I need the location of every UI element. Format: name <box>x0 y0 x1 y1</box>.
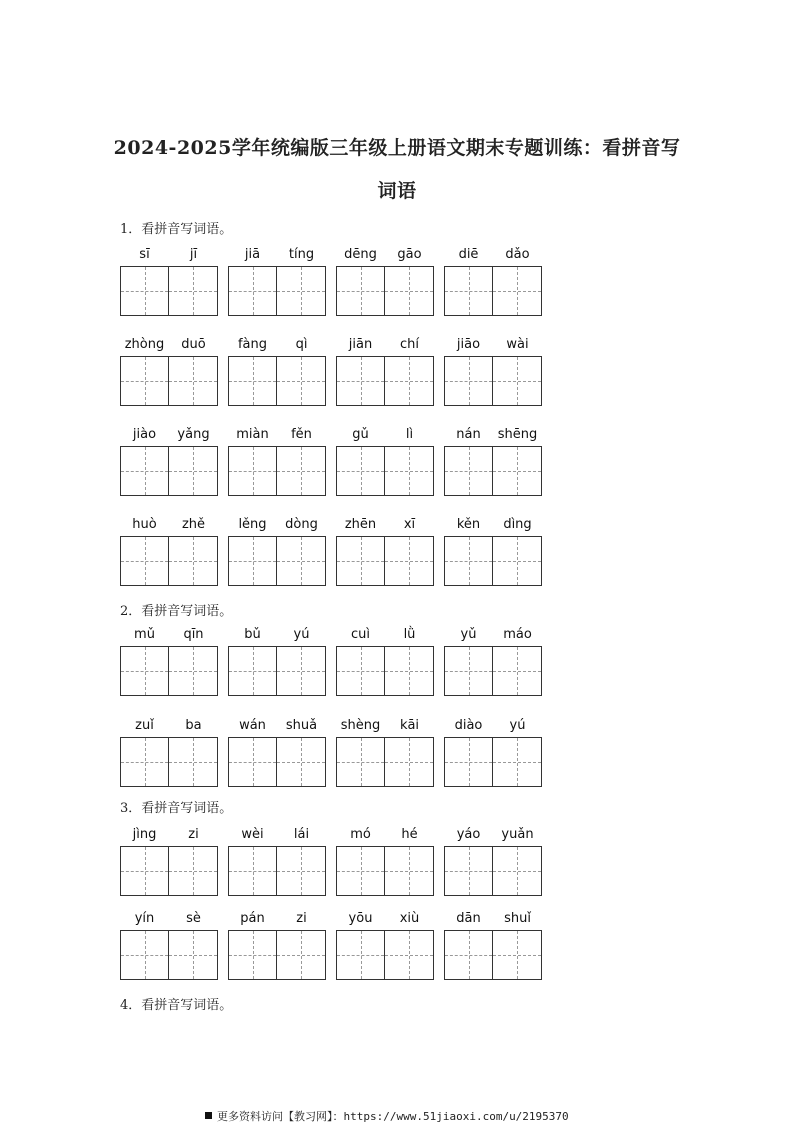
pinyin-syllable: cuì <box>351 627 370 642</box>
writing-cell[interactable] <box>121 931 169 979</box>
question-label: 1．看拼音写词语。 <box>120 222 233 237</box>
pinyin-word <box>120 627 218 701</box>
pinyin-word <box>336 911 434 985</box>
question-label: 3．看拼音写词语。 <box>120 801 233 816</box>
writing-cell[interactable] <box>445 847 493 895</box>
tianzige-writing-grid[interactable] <box>228 446 326 496</box>
pinyin-word <box>120 247 218 321</box>
pinyin-syllable: zhēn <box>344 517 377 532</box>
tianzige-writing-grid[interactable] <box>120 846 218 896</box>
pinyin-syllable: duō <box>181 337 206 352</box>
writing-cell[interactable] <box>229 647 277 695</box>
tianzige-writing-grid[interactable] <box>228 846 326 896</box>
tianzige-writing-grid[interactable] <box>120 536 218 586</box>
tianzige-writing-grid[interactable] <box>444 266 542 316</box>
pinyin-syllable: dēng <box>344 247 377 262</box>
writing-cell[interactable] <box>229 537 277 585</box>
pinyin-syllable: diào <box>454 718 483 733</box>
pinyin-syllable: jiā <box>244 247 261 262</box>
pinyin-word <box>336 337 434 411</box>
tianzige-writing-grid[interactable] <box>444 737 542 787</box>
pinyin-word <box>444 627 542 701</box>
pinyin-syllable: mó <box>350 827 371 842</box>
writing-cell[interactable] <box>337 647 385 695</box>
writing-cell[interactable] <box>445 267 493 315</box>
writing-cell[interactable] <box>493 447 541 495</box>
writing-cell[interactable] <box>121 847 169 895</box>
pinyin-syllable: zi <box>188 827 199 842</box>
writing-cell[interactable] <box>121 738 169 786</box>
pinyin-syllable: lái <box>293 827 310 842</box>
writing-cell[interactable] <box>337 357 385 405</box>
pinyin-syllable: dòng <box>285 517 318 532</box>
writing-cell[interactable] <box>277 847 325 895</box>
footer-link[interactable] <box>205 1108 569 1124</box>
pinyin-syllable: hé <box>401 827 418 842</box>
worksheet-title-line-1: 2024-2025学年统编版三年级上册语文期末专题训练：看拼音写 <box>113 137 681 159</box>
writing-cell[interactable] <box>277 537 325 585</box>
tianzige-writing-grid[interactable] <box>444 646 542 696</box>
tianzige-writing-grid[interactable] <box>120 266 218 316</box>
pinyin-syllable: wài <box>506 337 529 352</box>
pinyin-word <box>228 427 326 501</box>
writing-cell[interactable] <box>229 738 277 786</box>
writing-cell[interactable] <box>169 357 217 405</box>
writing-cell[interactable] <box>445 537 493 585</box>
tianzige-writing-grid[interactable] <box>228 646 326 696</box>
tianzige-writing-grid[interactable] <box>336 846 434 896</box>
writing-cell[interactable] <box>229 267 277 315</box>
pinyin-word <box>444 337 542 411</box>
writing-cell[interactable] <box>121 447 169 495</box>
pinyin-word <box>228 911 326 985</box>
pinyin-syllable: jī <box>189 247 198 262</box>
pinyin-word <box>444 427 542 501</box>
pinyin-word <box>120 517 218 591</box>
writing-cell[interactable] <box>493 357 541 405</box>
writing-cell[interactable] <box>445 738 493 786</box>
pinyin-syllable: shēng <box>497 427 538 442</box>
writing-cell[interactable] <box>337 447 385 495</box>
pinyin-syllable: yǔ <box>460 627 477 642</box>
writing-cell[interactable] <box>385 738 433 786</box>
writing-cell[interactable] <box>337 931 385 979</box>
pinyin-syllable: yín <box>134 911 155 926</box>
tianzige-writing-grid[interactable] <box>228 930 326 980</box>
writing-cell[interactable] <box>169 647 217 695</box>
pinyin-syllable: jiào <box>132 427 157 442</box>
worksheet-title-line-2: 词语 <box>377 180 417 202</box>
footer-text: 更多资料访问【教习网】：https://www.51jiaoxi.com/u/2195370 <box>217 1110 569 1123</box>
pinyin-word <box>228 827 326 901</box>
pinyin-syllable: yú <box>509 718 526 733</box>
writing-cell[interactable] <box>493 847 541 895</box>
pinyin-word <box>120 827 218 901</box>
question-label: 4．看拼音写词语。 <box>120 998 233 1013</box>
pinyin-syllable: zi <box>296 911 307 926</box>
pinyin-word <box>444 517 542 591</box>
writing-cell[interactable] <box>385 847 433 895</box>
tianzige-writing-grid[interactable] <box>336 646 434 696</box>
pinyin-word <box>444 718 542 792</box>
pinyin-syllable: yǎng <box>177 427 210 442</box>
pinyin-syllable: kěn <box>456 517 481 532</box>
pinyin-syllable: chí <box>400 337 419 352</box>
writing-cell[interactable] <box>337 738 385 786</box>
writing-cell[interactable] <box>385 447 433 495</box>
pinyin-word <box>228 247 326 321</box>
pinyin-syllable: jiāo <box>456 337 481 352</box>
question-label: 2．看拼音写词语。 <box>120 604 233 619</box>
writing-cell[interactable] <box>493 647 541 695</box>
pinyin-syllable: sè <box>186 911 201 926</box>
writing-cell[interactable] <box>277 357 325 405</box>
pinyin-syllable: shuǎ <box>285 718 318 733</box>
tianzige-writing-grid[interactable] <box>228 266 326 316</box>
pinyin-word <box>336 827 434 901</box>
writing-cell[interactable] <box>229 847 277 895</box>
pinyin-word <box>336 247 434 321</box>
writing-cell[interactable] <box>121 647 169 695</box>
pinyin-syllable: lǜ <box>403 627 416 642</box>
pinyin-syllable: dǎo <box>505 247 530 262</box>
tianzige-writing-grid[interactable] <box>444 846 542 896</box>
writing-cell[interactable] <box>337 537 385 585</box>
pinyin-syllable: fěn <box>291 427 312 442</box>
writing-cell[interactable] <box>121 267 169 315</box>
tianzige-writing-grid[interactable] <box>336 446 434 496</box>
pinyin-syllable: tíng <box>288 247 315 262</box>
pinyin-syllable: nán <box>456 427 481 442</box>
writing-cell[interactable] <box>229 447 277 495</box>
pinyin-word <box>444 911 542 985</box>
writing-cell[interactable] <box>445 647 493 695</box>
flag-icon <box>205 1112 212 1119</box>
pinyin-syllable: dān <box>456 911 481 926</box>
pinyin-syllable: shèng <box>340 718 381 733</box>
pinyin-syllable: ba <box>185 718 202 733</box>
writing-cell[interactable] <box>493 267 541 315</box>
writing-cell[interactable] <box>229 357 277 405</box>
pinyin-syllable: yōu <box>348 911 373 926</box>
pinyin-word <box>336 718 434 792</box>
pinyin-syllable: yáo <box>456 827 481 842</box>
pinyin-syllable: zuǐ <box>135 718 154 733</box>
pinyin-syllable: qīn <box>183 627 204 642</box>
writing-cell[interactable] <box>445 357 493 405</box>
pinyin-syllable: sī <box>139 247 150 262</box>
tianzige-writing-grid[interactable] <box>336 737 434 787</box>
writing-cell[interactable] <box>121 537 169 585</box>
pinyin-word <box>336 427 434 501</box>
tianzige-writing-grid[interactable] <box>336 536 434 586</box>
pinyin-syllable: dìng <box>503 517 532 532</box>
tianzige-writing-grid[interactable] <box>228 356 326 406</box>
writing-cell[interactable] <box>121 357 169 405</box>
writing-cell[interactable] <box>169 847 217 895</box>
tianzige-writing-grid[interactable] <box>120 930 218 980</box>
pinyin-syllable: yuǎn <box>501 827 534 842</box>
writing-cell[interactable] <box>169 267 217 315</box>
tianzige-writing-grid[interactable] <box>120 737 218 787</box>
pinyin-syllable: lěng <box>238 517 267 532</box>
pinyin-syllable: wán <box>239 718 266 733</box>
pinyin-syllable: diē <box>458 247 479 262</box>
pinyin-word <box>336 517 434 591</box>
pinyin-word <box>120 911 218 985</box>
pinyin-syllable: pán <box>240 911 265 926</box>
tianzige-writing-grid[interactable] <box>444 356 542 406</box>
tianzige-writing-grid[interactable] <box>444 446 542 496</box>
tianzige-writing-grid[interactable] <box>120 356 218 406</box>
pinyin-syllable: xī <box>403 517 416 532</box>
writing-cell[interactable] <box>385 931 433 979</box>
pinyin-syllable: qì <box>295 337 308 352</box>
pinyin-syllable: zhòng <box>124 337 165 352</box>
writing-cell[interactable] <box>229 931 277 979</box>
writing-cell[interactable] <box>169 447 217 495</box>
pinyin-word <box>120 718 218 792</box>
tianzige-writing-grid[interactable] <box>444 536 542 586</box>
tianzige-writing-grid[interactable] <box>336 356 434 406</box>
tianzige-writing-grid[interactable] <box>336 266 434 316</box>
pinyin-syllable: zhě <box>181 517 206 532</box>
pinyin-word <box>228 718 326 792</box>
tianzige-writing-grid[interactable] <box>336 930 434 980</box>
writing-cell[interactable] <box>493 738 541 786</box>
pinyin-word <box>120 337 218 411</box>
tianzige-writing-grid[interactable] <box>444 930 542 980</box>
pinyin-syllable: lì <box>405 427 414 442</box>
writing-cell[interactable] <box>277 447 325 495</box>
pinyin-syllable: fàng <box>237 337 268 352</box>
pinyin-word <box>444 247 542 321</box>
pinyin-syllable: shuǐ <box>504 911 531 926</box>
writing-cell[interactable] <box>277 647 325 695</box>
writing-cell[interactable] <box>169 537 217 585</box>
pinyin-syllable: gāo <box>397 247 422 262</box>
pinyin-syllable: wèi <box>241 827 264 842</box>
pinyin-syllable: mǔ <box>134 627 155 642</box>
tianzige-writing-grid[interactable] <box>228 737 326 787</box>
pinyin-syllable: huò <box>132 517 157 532</box>
writing-cell[interactable] <box>169 931 217 979</box>
pinyin-word <box>228 517 326 591</box>
pinyin-syllable: gǔ <box>352 427 369 442</box>
pinyin-syllable: jìng <box>132 827 157 842</box>
writing-cell[interactable] <box>277 738 325 786</box>
writing-cell[interactable] <box>337 267 385 315</box>
pinyin-syllable: jiān <box>348 337 373 352</box>
writing-cell[interactable] <box>277 931 325 979</box>
tianzige-writing-grid[interactable] <box>120 446 218 496</box>
writing-cell[interactable] <box>277 267 325 315</box>
writing-cell[interactable] <box>385 647 433 695</box>
pinyin-syllable: bǔ <box>244 627 261 642</box>
pinyin-syllable: yú <box>293 627 310 642</box>
writing-cell[interactable] <box>169 738 217 786</box>
writing-cell[interactable] <box>385 537 433 585</box>
pinyin-syllable: xiù <box>399 911 420 926</box>
writing-cell[interactable] <box>385 267 433 315</box>
writing-cell[interactable] <box>493 537 541 585</box>
pinyin-syllable: máo <box>503 627 532 642</box>
pinyin-word <box>228 337 326 411</box>
writing-cell[interactable] <box>337 847 385 895</box>
writing-cell[interactable] <box>385 357 433 405</box>
pinyin-syllable: miàn <box>236 427 269 442</box>
tianzige-writing-grid[interactable] <box>120 646 218 696</box>
writing-cell[interactable] <box>445 931 493 979</box>
pinyin-word <box>444 827 542 901</box>
writing-cell[interactable] <box>445 447 493 495</box>
tianzige-writing-grid[interactable] <box>228 536 326 586</box>
pinyin-word <box>120 427 218 501</box>
pinyin-syllable: kāi <box>399 718 420 733</box>
writing-cell[interactable] <box>493 931 541 979</box>
pinyin-word <box>228 627 326 701</box>
pinyin-word <box>336 627 434 701</box>
